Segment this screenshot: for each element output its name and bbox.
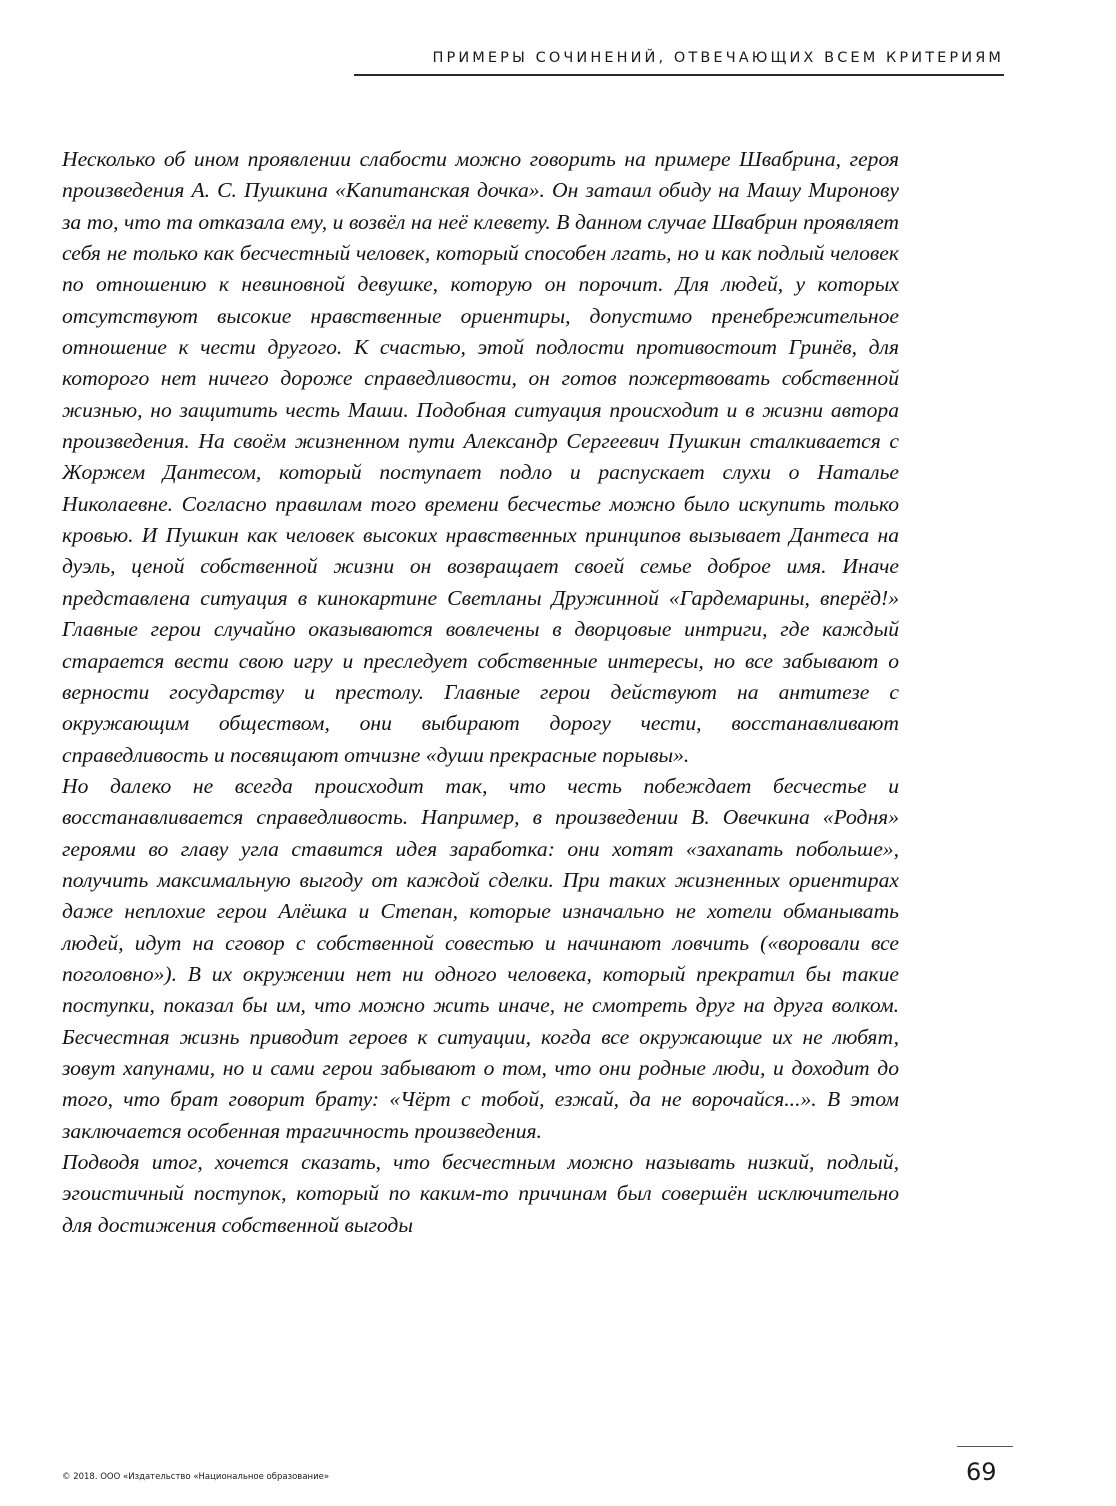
copyright-notice: © 2018. ООО «Издательство «Национальное образование» xyxy=(62,1472,330,1482)
page-number: 69 xyxy=(966,1458,997,1486)
essay-body xyxy=(62,144,899,1241)
paragraph-3: Подводя итог, хочется сказать, что бесчестным можно называть низкий, подлый, эгоистичный поступок, который по каким-то причинам был совершён исключительно для достижения собственной выгоды xyxy=(62,1150,899,1237)
running-header-title: ПРИМЕРЫ СОЧИНЕНИЙ, ОТВЕЧАЮЩИХ ВСЕМ КРИТЕРИЯМ xyxy=(432,50,1004,66)
paragraph-1: Несколько об ином проявлении слабости можно говорить на примере Швабрина, героя произведения А. С. Пушкина «Капитанская дочка». Он затаил обиду на Машу Миронову за то, что та отказала ему, и возвёл на неё клевету. В данном случае Швабрин проявляет себя не только как бесчестный человек, который способен лгать, но и как подлый человек по отношению к невиновной девушке, которую он порочит. Для людей, у которых отсутствуют высокие нравственные ориентиры, допустимо пренебрежительное отношение к чести другого. К счастью, этой подлости противостоит Гринёв, для которого нет ничего дороже справедливости, он готов пожертвовать собственной жизнью, но защитить честь Маши. Подобная ситуация происходит и в жизни автора произведения. На своём жизненном пути Александр Сергеевич Пушкин сталкивается с Жоржем Дантесом, который поступает подло и распускает слухи о Наталье Николаевне. Согласно правилам того времени бесчестье можно было искупить только кровью. И Пушкин как человек высоких нравственных принципов вызывает Дантеса на дуэль, ценой собственной жизни он возвращает своей семье доброе имя. Иначе представлена ситуация в кинокартине Светланы Дружинной «Гардемарины, вперёд!» Главные герои случайно оказываются вовлечены в дворцовые интриги, где каждый старается вести свою игру и преследует собственные интересы, но все забывают о верности государству и престолу. Главные герои действуют на антитезе с окружающим обществом, они выбирают дорогу чести, восстанавливают справедливость и посвящают отчизне «души прекрасные порывы». xyxy=(62,147,899,767)
header-rule xyxy=(354,74,1004,76)
footer-rule xyxy=(957,1446,1013,1447)
running-header xyxy=(354,40,1004,76)
paragraph-2: Но далеко не всегда происходит так, что честь побеждает бесчестье и восстанавливается справедливость. Например, в произведении В. Овечкина «Родня» героями во главу угла ставится идея заработка: они хотят «захапать побольше», получить максимальную выгоду от каждой сделки. При таких жизненных ориентирах даже неплохие герои Алёшка и Степан, которые изначально не хотели обманывать людей, идут на сговор с собственной совестью и начинают ловчить («воровали все поголовно»). В их окружении нет ни одного человека, который прекратил бы такие поступки, показал бы им, что можно жить иначе, не смотреть друг на друга волком. Бесчестная жизнь приводит героев к ситуации, когда все окружающие их не любят, зовут хапунами, но и сами герои забывают о том, что они родные люди, и доходит до того, что брат говорит брату: «Чёрт с тобой, езжай, да не ворочайся...». В этом заключается особенная трагичность произведения. xyxy=(62,773,899,1143)
